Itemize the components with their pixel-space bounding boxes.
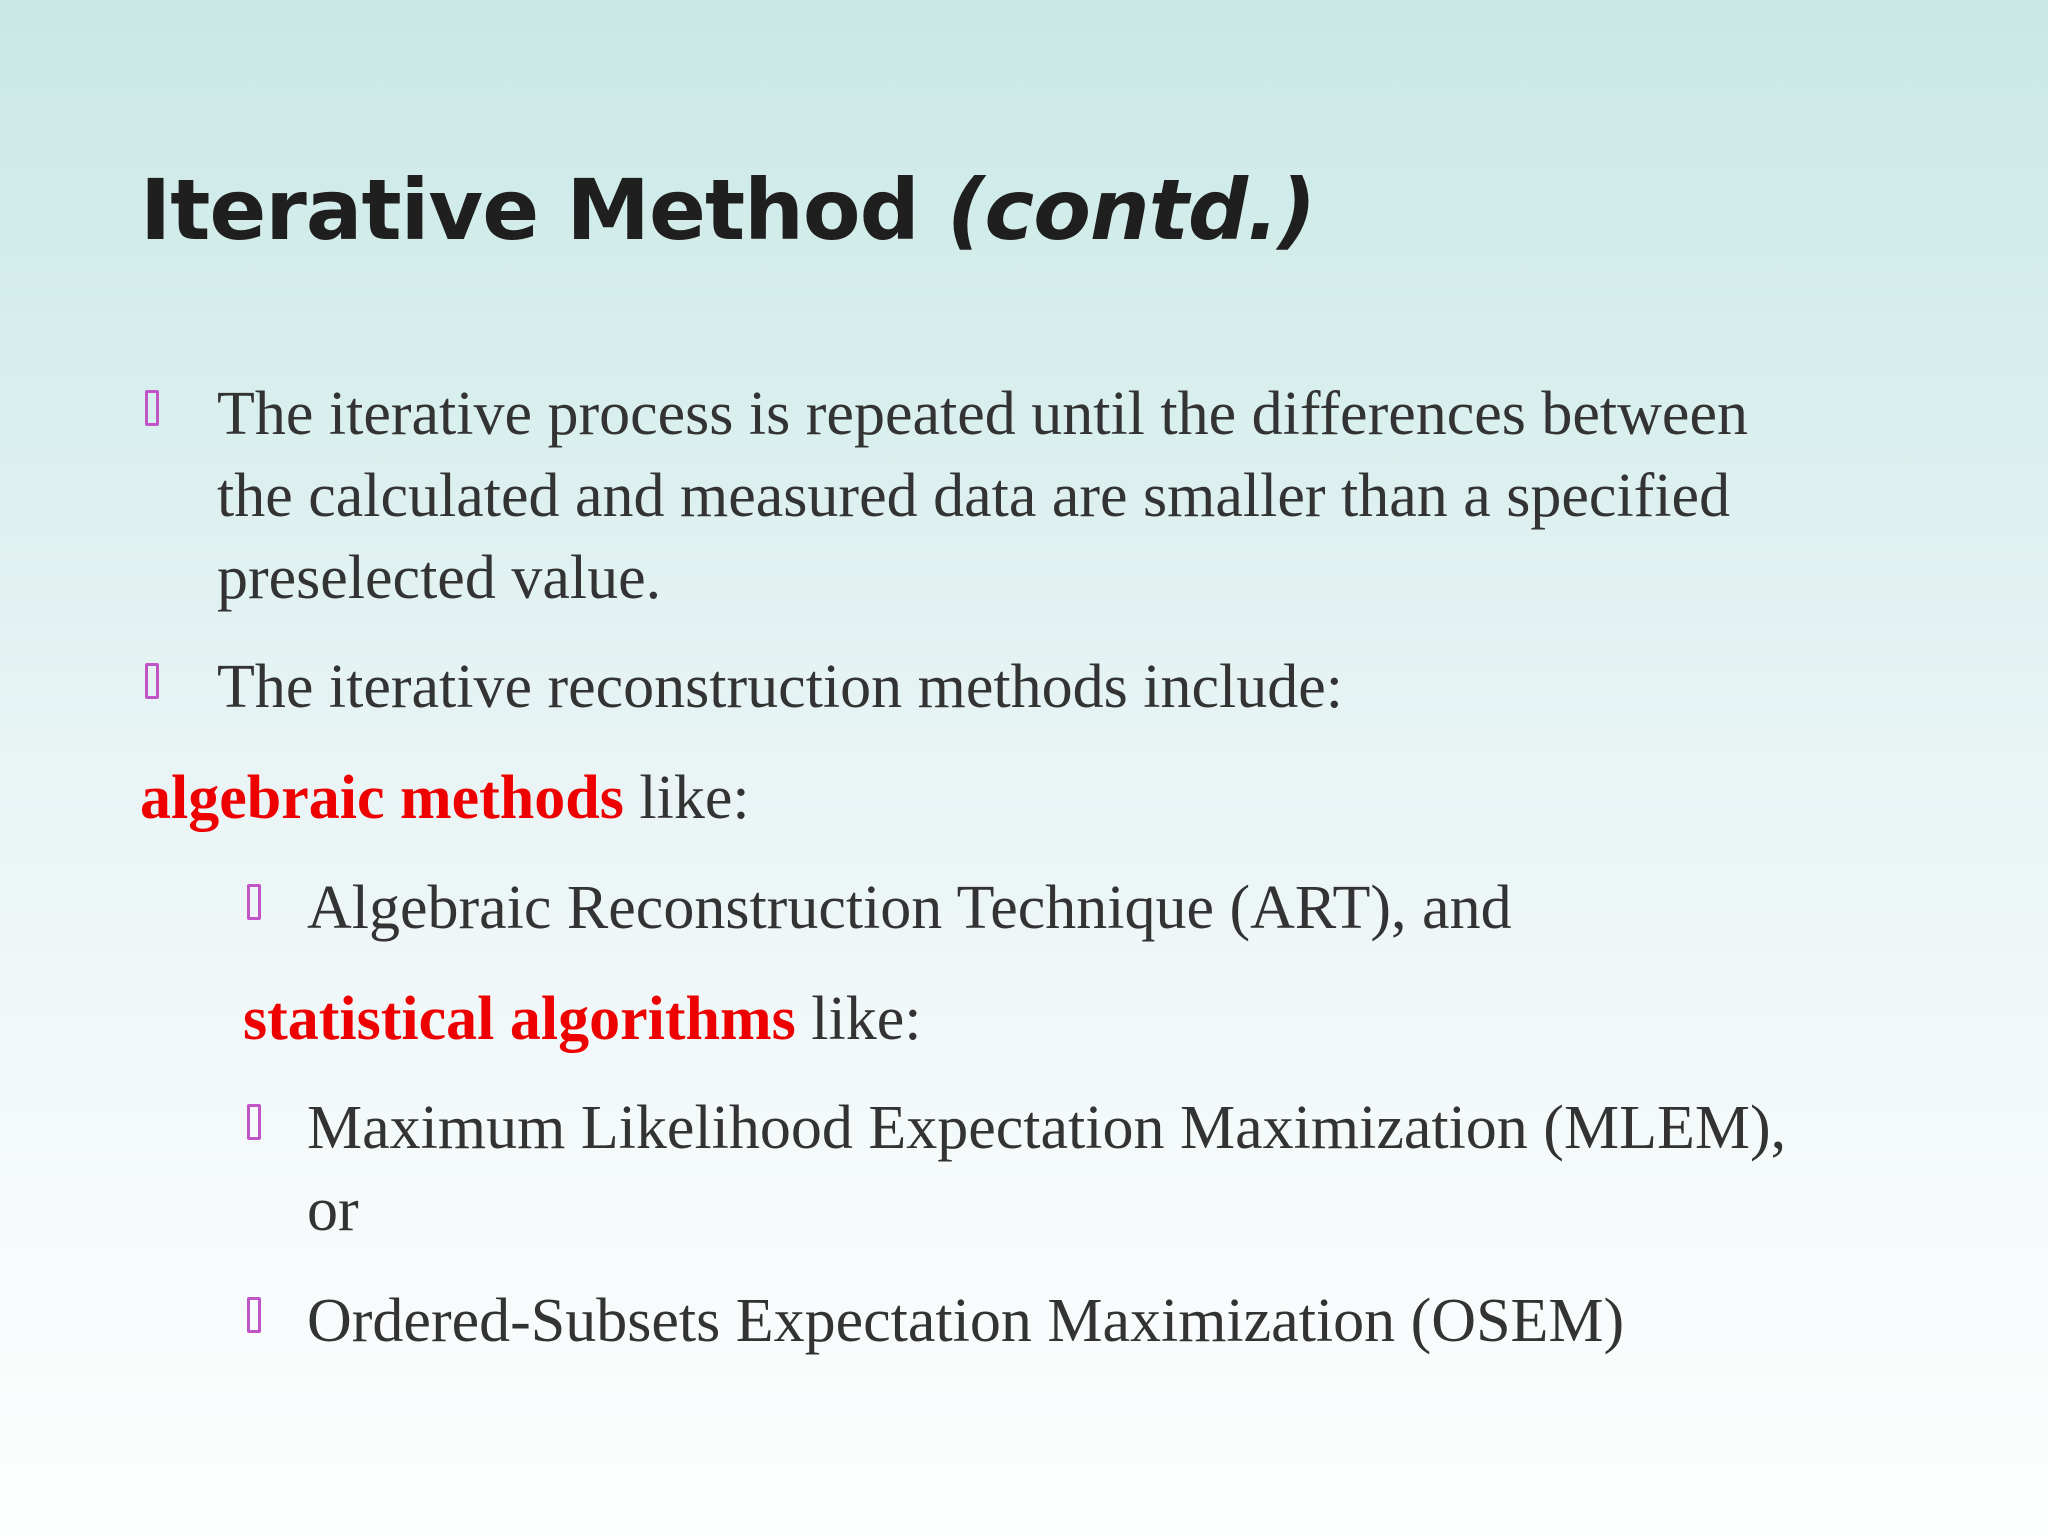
slide-title-italic: (contd.) — [947, 161, 1316, 259]
algebraic-methods-suffix: like: — [623, 764, 750, 832]
sub-bullet-mlem-line-2: or — [307, 1176, 359, 1244]
algebraic-methods-highlight: algebraic methods — [140, 764, 624, 832]
bullet-1-line-1: The iterative process is repeated until the differences between — [217, 380, 1748, 448]
bullet-icon — [145, 390, 159, 426]
bullet-icon — [247, 884, 261, 920]
bullet-1-line-3: preselected value. — [217, 544, 662, 612]
bullet-icon — [247, 1104, 261, 1140]
sub-bullet-mlem-line-1: Maximum Likelihood Expectation Maximization (MLEM), — [307, 1094, 1787, 1162]
sub-bullet-osem-line-1: Ordered-Subsets Expectation Maximization (OSEM) — [307, 1287, 1625, 1355]
bullet-1-line-2: the calculated and measured data are smaller than a specified — [217, 462, 1731, 530]
bullet-icon — [145, 663, 159, 699]
statistical-algorithms-suffix: like: — [795, 985, 922, 1053]
slide-title — [140, 160, 1315, 260]
bullet-icon — [247, 1297, 261, 1333]
bullet-2-line-1: The iterative reconstruction methods include: — [217, 653, 1343, 721]
sub-bullet-art-line-1: Algebraic Reconstruction Technique (ART), and — [307, 874, 1512, 942]
slide-title-main: Iterative Method — [140, 161, 948, 259]
statistical-algorithms-highlight: statistical algorithms — [243, 985, 796, 1053]
